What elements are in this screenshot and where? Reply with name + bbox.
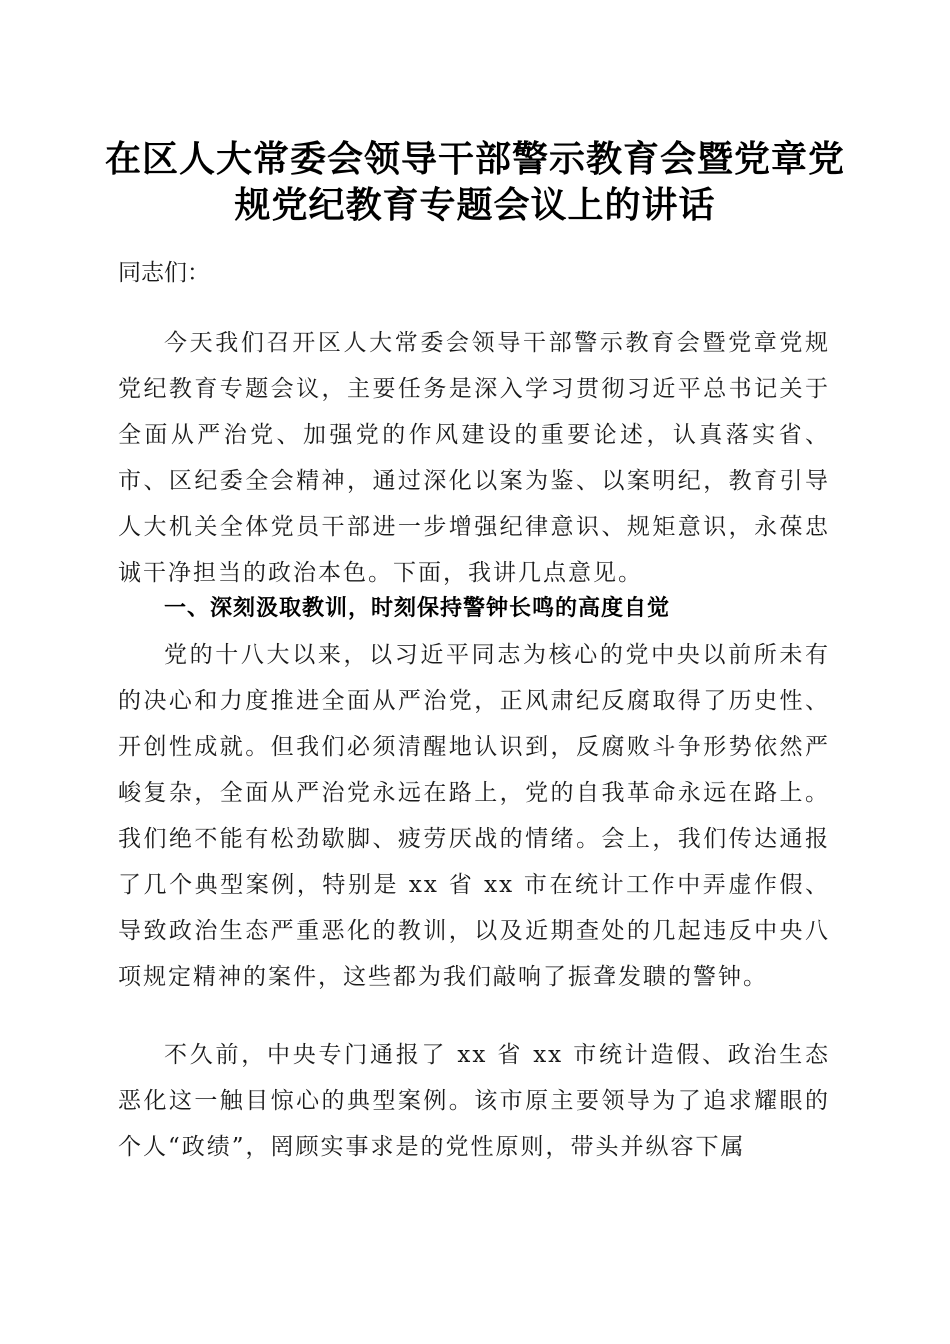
paragraph-2: 党的十八大以来，以习近平同志为核心的党中央以前所未有的决心和力度推进全面从严治党，正风肃纪反腐取得了历史性、开创性成就。但我们必须清醒地认识到，反腐败斗争形势依然严峻复杂，全面从严治党永远在路上，党的自我革命永远在路上。我们绝不能有松劲歇脚、疲劳厌战的情绪。会上，我们传达通报了几个典型案例，特别是 xx 省 xx 市在统计工作中弄虚作假、导致政治生态严重恶化的教训，以及近期查处的几起违反中央八项规定精神的案件，这些都为我们敲响了振聋发聩的警钟。 [118, 642, 830, 990]
section-heading-1: 一、深刻汲取教训，时刻保持警钟长鸣的高度自觉 [164, 596, 671, 621]
paragraph-3: 不久前，中央专门通报了 xx 省 xx 市统计造假、政治生态恶化这一触目惊心的典型案例。该市原主要领导为了追求耀眼的个人“政绩”，罔顾实事求是的党性原则，带头并纵容下属 [118, 1042, 830, 1160]
document-title-line-2: 规党纪教育专题会议上的讲话 [234, 184, 716, 226]
paragraph-1: 今天我们召开区人大常委会领导干部警示教育会暨党章党规党纪教育专题会议，主要任务是深入学习贯彻习近平总书记关于全面从严治党、加强党的作风建设的重要论述，认真落实省、市、区纪委全会精神，通过深化以案为鉴、以案明纪，教育引导人大机关全体党员干部进一步增强纪律意识、规矩意识，永葆忠诚干净担当的政治本色。下面，我讲几点意见。 [118, 330, 830, 586]
document-title-line-1: 在区人大常委会领导干部警示教育会暨党章党 [104, 138, 845, 180]
greeting: 同志们： [118, 260, 210, 286]
